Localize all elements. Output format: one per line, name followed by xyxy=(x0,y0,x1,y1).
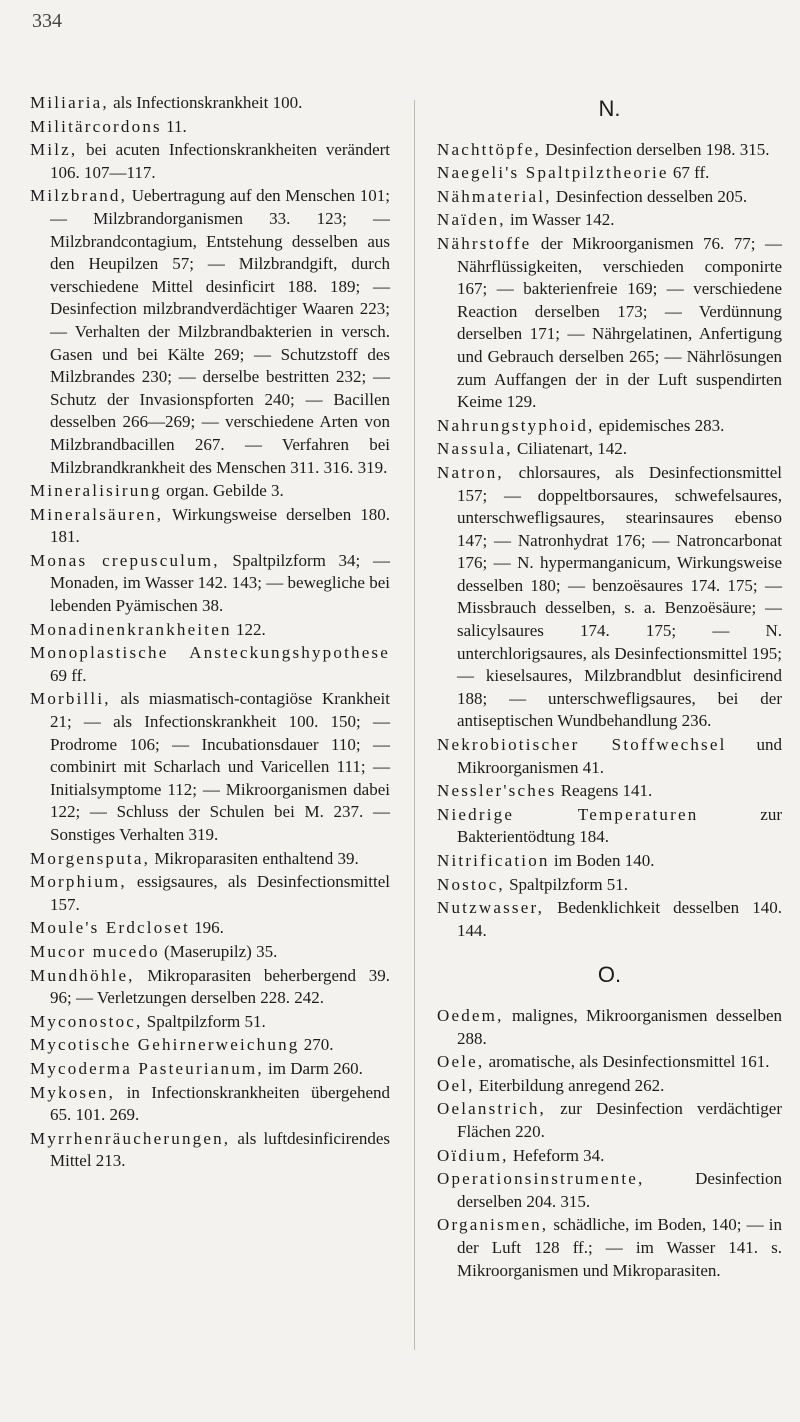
index-keyword: Oelanstrich, xyxy=(437,1099,547,1119)
section-heading-o: O. xyxy=(597,962,622,988)
index-entry xyxy=(437,1005,782,1050)
index-references: im Wasser 142. xyxy=(505,210,615,230)
index-entry xyxy=(30,480,390,503)
index-references: Mikroparasiten enthaltend 39. xyxy=(150,848,359,868)
index-entry xyxy=(437,780,782,803)
index-references: Wirkungsweise derselben 180. 181. xyxy=(50,504,390,547)
index-entry xyxy=(437,1051,782,1074)
index-keyword: Nitrification xyxy=(437,851,550,870)
index-keyword: Militärcordons xyxy=(30,116,162,136)
index-keyword: Monoplastische Ansteckungshypothese xyxy=(30,643,390,663)
index-entry xyxy=(30,642,390,687)
index-references: Desinfection derselben 204. 315. xyxy=(457,1169,782,1211)
index-keyword: Nassula, xyxy=(437,439,513,459)
index-references: 11. xyxy=(161,116,187,136)
index-entry xyxy=(437,734,782,779)
index-keyword: Mineralisirung xyxy=(30,481,162,501)
index-references: essigsaures, als Desinfectionsmittel 157. xyxy=(50,872,390,914)
index-keyword: Milzbrand, xyxy=(30,186,128,206)
index-keyword: Niedrige Temperaturen xyxy=(437,804,699,824)
index-references: schädliche, im Boden, 140; — in der Luft 128 ff.; — im Wasser 141. s. Mikroorganismen und Mikroparasiten. xyxy=(457,1215,782,1280)
index-entry xyxy=(437,186,782,209)
index-entry xyxy=(30,504,390,549)
index-keyword: Myconostoc, xyxy=(30,1011,143,1031)
index-keyword: Oele, xyxy=(437,1052,485,1072)
index-keyword: Mucor mucedo xyxy=(30,941,160,961)
index-keyword: Natron, xyxy=(437,462,504,482)
index-entry xyxy=(30,848,390,871)
index-references: Mikroparasiten beherbergend 39. 96; — Verletzungen derselben 228. 242. xyxy=(50,965,390,1008)
index-keyword: Operationsinstrumente, xyxy=(437,1169,645,1189)
index-keyword: Nostoc, xyxy=(437,874,505,894)
index-entry xyxy=(30,116,390,139)
column-divider xyxy=(414,100,415,1350)
index-entry xyxy=(30,92,390,115)
index-references: als luftdesinficirendes Mittel 213. xyxy=(50,1128,390,1171)
index-entry xyxy=(437,1075,782,1098)
index-keyword: Mykosen, xyxy=(30,1082,116,1102)
index-keyword: Mycoderma Pasteurianum, xyxy=(30,1058,264,1078)
index-entry xyxy=(437,162,782,185)
index-references: Bedenklichkeit desselben 140. 144. xyxy=(457,898,782,940)
index-entry xyxy=(437,233,782,414)
index-keyword: Mycotische Gehirnerweichung xyxy=(30,1035,300,1055)
index-references: als miasmatisch-contagiöse Krankheit 21; — als Infectionskrankheit 100. 150; — Prodrome 106; — Incubationsdauer 110; — combinirt mit Scharlach und Varicellen 111; — Initialsymptome 112; — Mikroorganismen dabei 122; — Schluss der Schulen bei M. 237. — Sonstiges Verhalten 319. xyxy=(50,689,390,844)
index-keyword: Miliaria, xyxy=(30,93,109,112)
index-entry xyxy=(437,897,782,942)
index-keyword: Nährstoffe xyxy=(437,233,532,253)
index-entry xyxy=(437,874,782,897)
index-references: Ciliatenart, 142. xyxy=(512,439,627,459)
index-references: 122. xyxy=(231,619,266,639)
index-keyword: Milz, xyxy=(30,140,78,160)
index-column-right xyxy=(437,92,782,1283)
index-entry xyxy=(30,941,390,964)
index-references: zur Desinfection verdächtiger Flächen 220. xyxy=(457,1099,782,1141)
index-entry xyxy=(30,871,390,916)
index-entry xyxy=(30,1011,390,1034)
index-column-left xyxy=(30,92,390,1174)
index-entry xyxy=(30,688,390,846)
index-references: epidemisches 283. xyxy=(594,415,725,435)
index-references: malignes, Mikroorganismen desselben 288. xyxy=(457,1005,782,1048)
index-keyword: Naïden, xyxy=(437,210,506,230)
index-references: Hefeform 34. xyxy=(508,1145,605,1165)
index-entry xyxy=(30,917,390,940)
index-entry xyxy=(30,1082,390,1127)
index-keyword: Oel, xyxy=(437,1075,475,1095)
index-keyword: Oïdium, xyxy=(437,1145,509,1165)
index-entry xyxy=(30,1034,390,1057)
index-references: zur Bakterientödtung 184. xyxy=(457,804,782,847)
index-keyword: Monas crepusculum, xyxy=(30,550,220,570)
index-references: Desinfection derselben 198. 315. xyxy=(540,139,770,159)
index-entry xyxy=(437,209,782,232)
index-references: 67 ff. xyxy=(668,163,710,183)
index-entry xyxy=(437,850,782,873)
index-keyword: Mineralsäuren, xyxy=(30,504,164,524)
index-keyword: Morbilli, xyxy=(30,689,111,709)
index-references: Spaltpilzform 51. xyxy=(142,1011,266,1031)
page-number: 334 xyxy=(32,10,62,32)
index-entry xyxy=(437,804,782,849)
index-keyword: Organismen, xyxy=(437,1215,549,1235)
index-entry xyxy=(30,619,390,642)
index-entry xyxy=(437,438,782,461)
index-keyword: Morgensputa, xyxy=(30,848,151,868)
index-keyword: Nachttöpfe, xyxy=(437,139,541,159)
index-references: Uebertragung auf den Menschen 101; — Milzbrandorganismen 33. 123; — Milzbrandcontagium, Entstehung desselben aus den Heupilzen 57; — Milzbrandgift, durch verschiedene Mittel desinficirt 188. 189; — Desinfection milzbrandverdächtiger Waaren 223; — Verhalten der Milzbrandbakterien in versch. Gasen und bei Kälte 269; — Schutzstoff des Milzbrandes 230; — derselbe bestritten 232; — Schutz der Invasionspforten 240; — Bacillen desselben 266—269; — verschiedene Arten von Milzbrandbacillen 267. — Verfahren bei Milzbrandkrankheit des Menschen 311. 316. 319. xyxy=(50,186,390,477)
index-entry xyxy=(30,1058,390,1081)
section-n-entries xyxy=(437,139,782,943)
index-references: Reagens 141. xyxy=(556,781,653,801)
index-entry xyxy=(437,1168,782,1213)
index-entry xyxy=(30,550,390,618)
index-entry xyxy=(437,415,782,438)
index-references: aromatische, als Desinfectionsmittel 161. xyxy=(484,1052,770,1072)
index-references: im Boden 140. xyxy=(549,851,655,870)
index-references: Desinfection desselben 205. xyxy=(551,186,748,206)
index-references: Eiterbildung anregend 262. xyxy=(474,1075,665,1095)
index-references: in Infectionskrankheiten übergehend 65. 101. 269. xyxy=(50,1082,390,1125)
index-keyword: Oedem, xyxy=(437,1005,504,1025)
index-keyword: Moule's Erdcloset xyxy=(30,918,190,938)
index-references: im Darm 260. xyxy=(263,1058,363,1078)
index-keyword: Myrrhenräucherungen, xyxy=(30,1128,231,1148)
index-keyword: Nekrobiotischer Stoffwechsel xyxy=(437,735,727,755)
index-keyword: Morphium, xyxy=(30,872,127,892)
index-entry xyxy=(30,139,390,184)
index-entry xyxy=(437,1145,782,1168)
index-references: 196. xyxy=(189,918,224,938)
index-references: organ. Gebilde 3. xyxy=(161,481,284,501)
index-keyword: Mundhöhle, xyxy=(30,965,135,985)
index-references: der Mikroorganismen 76. 77; — Nährflüssigkeiten, verschieden componirte 167; — bakterienfreie 169; — verschiedene Reaction derselben 173; — Verdünnung derselben 171; — Nährgelatinen, Anfertigung und Gebrauch derselben 265; — Nährlösungen zum Auffangen der in der Luft suspendirten Keime 129. xyxy=(457,233,782,412)
index-keyword: Nahrungstyphoid, xyxy=(437,415,595,435)
index-keyword: Monadinenkrankheiten xyxy=(30,619,232,639)
index-entry xyxy=(30,965,390,1010)
index-references: Spaltpilzform 34; — Monaden, im Wasser 142. 143; — bewegliche bei lebenden Pyämischen 38. xyxy=(50,550,390,616)
index-references: als Infectionskrankheit 100. xyxy=(108,93,303,112)
section-o-entries xyxy=(437,1005,782,1282)
index-entry xyxy=(437,1098,782,1143)
index-entry xyxy=(437,1214,782,1282)
section-heading-n: N. xyxy=(598,96,621,121)
index-entry xyxy=(30,185,390,479)
index-references: 270. xyxy=(299,1035,334,1055)
index-references: chlorsaures, als Desinfectionsmittel 157; — doppeltborsaures, schwefelsaures, unterschwefligsaures, stearinsaures ebenso 147; — Natronhydrat 176; — Natroncarbonat 176; — N. hypermanganicum, Wirkungsweise desselben 180; — benzoësaures 174. 175; — Missbrauch desselben, s. a. Benzoësäure; — salicylsaures 174. 175; — N. unterchlorigsaures, als Desinfectionsmittel 195; — kieselsaures, Milzbrandblut desinficirend 188; — unterschwefligsaures, bei der antiseptischen Wundbehandlung 236. xyxy=(457,462,782,731)
index-keyword: Nessler'sches xyxy=(437,781,557,801)
index-references: (Maserupilz) 35. xyxy=(159,941,278,961)
index-entry xyxy=(30,1128,390,1173)
index-entry xyxy=(437,139,782,162)
index-references: und Mikroorganismen 41. xyxy=(457,735,782,777)
index-keyword: Naegeli's Spaltpilztheorie xyxy=(437,163,669,183)
index-keyword: Nähmaterial, xyxy=(437,186,552,206)
index-keyword: Nutzwasser, xyxy=(437,898,545,918)
index-references: Spaltpilzform 51. xyxy=(504,874,629,894)
index-entry xyxy=(437,462,782,733)
index-references: 69 ff. xyxy=(50,665,87,685)
index-references: bei acuten Infectionskrankheiten verändert 106. 107—117. xyxy=(50,140,390,182)
